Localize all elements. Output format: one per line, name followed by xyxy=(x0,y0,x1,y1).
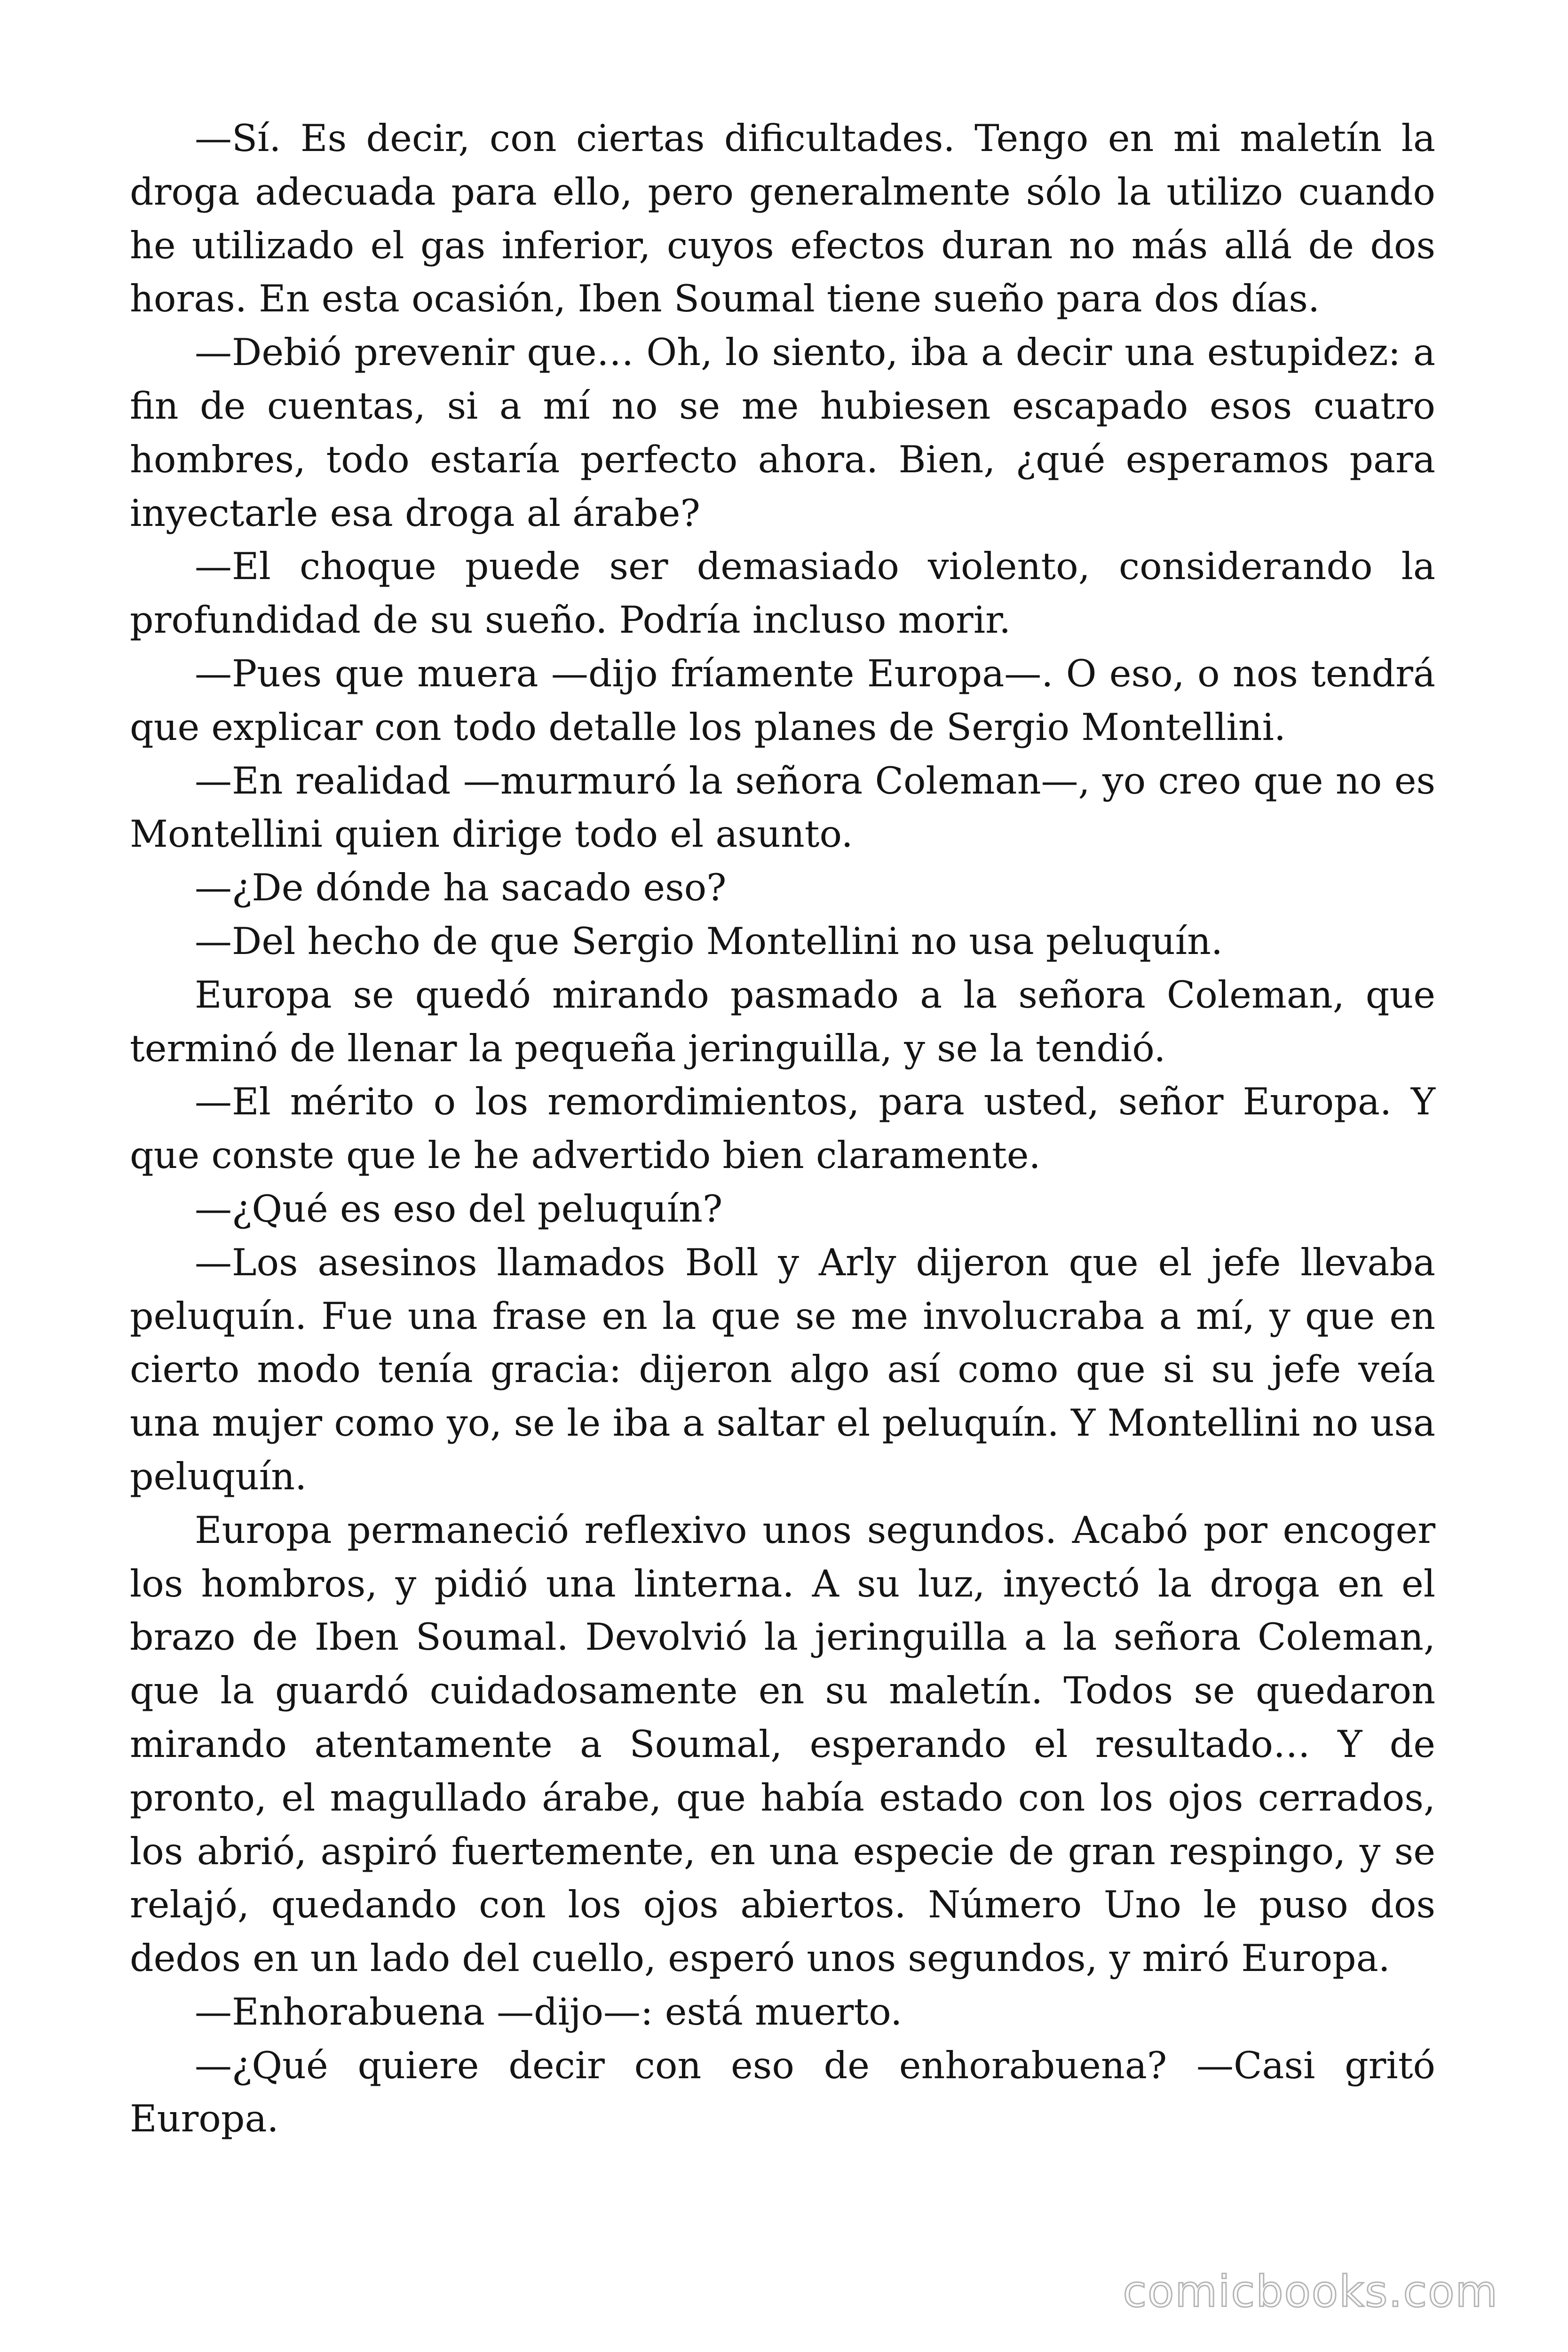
paragraph: —Los asesinos llamados Boll y Arly dijeron que el jefe llevaba peluquín. Fue una frase en la que se me involucraba a mí, y que en cierto modo tenía gracia: dijeron algo así como que si su jefe veía una mujer como yo, se le iba a saltar el peluquín. Y Montellini no usa peluquín. xyxy=(130,1240,1435,1498)
watermark: comicbooks.com xyxy=(1123,2266,1498,2317)
paragraph: —En realidad —murmuró la señora Coleman—, yo creo que no es Montellini quien dirige todo el asunto. xyxy=(130,759,1435,856)
paragraph: —Sí. Es decir, con ciertas dificultades. Tengo en mi maletín la droga adecuada para ello, pero generalmente sólo la utilizo cuando he utilizado el gas inferior, cuyos efectos duran no más allá de dos horas. En esta ocasión, Iben Soumal tiene sueño para dos días. xyxy=(130,117,1435,321)
paragraph: —¿De dónde ha sacado eso? xyxy=(195,866,727,910)
paragraph: Europa se quedó mirando pasmado a la señora Coleman, que terminó de llenar la pequeña jeringuilla, y se la tendió. xyxy=(130,973,1435,1070)
paragraph: —Enhorabuena —dijo—: está muerto. xyxy=(195,1990,903,2034)
paragraph: —¿Qué quiere decir con eso de enhorabuena? —Casi gritó Europa. xyxy=(130,2043,1435,2141)
paragraph: —Pues que muera —dijo fríamente Europa—. O eso, o nos tendrá que explicar con todo detalle los planes de Sergio Montellini. xyxy=(130,652,1435,749)
paragraph: —Debió prevenir que… Oh, lo siento, iba a decir una estupidez: a fin de cuentas, si a mí no se me hubiesen escapado esos cuatro hombres, todo estaría perfecto ahora. Bien, ¿qué esperamos para inyectarle esa droga al árabe? xyxy=(130,331,1435,535)
paragraph: —El choque puede ser demasiado violento, considerando la profundidad de su sueño. Podría incluso morir. xyxy=(130,545,1435,642)
paragraph: —Del hecho de que Sergio Montellini no usa peluquín. xyxy=(195,919,1223,963)
paragraph: —El mérito o los remordimientos, para usted, señor Europa. Y que conste que le he advertido bien claramente. xyxy=(130,1080,1435,1177)
paragraph: —¿Qué es eso del peluquín? xyxy=(195,1187,723,1231)
paragraph: Europa permaneció reflexivo unos segundos. Acabó por encoger los hombros, y pidió una linterna. A su luz, inyectó la droga en el brazo de Iben Soumal. Devolvió la jeringuilla a la señora Coleman, que la guardó cuidadosamente en su maletín. Todos se quedaron mirando atentamente a Soumal, esperando el resultado… Y de pronto, el magullado árabe, que había estado con los ojos cerrados, los abrió, aspiró fuertemente, en una especie de gran respingo, y se relajó, quedando con los ojos abiertos. Número Uno le puso dos dedos en un lado del cuello, esperó unos segundos, y miró Europa. xyxy=(130,1508,1435,1980)
page-body-text xyxy=(130,112,1435,2146)
